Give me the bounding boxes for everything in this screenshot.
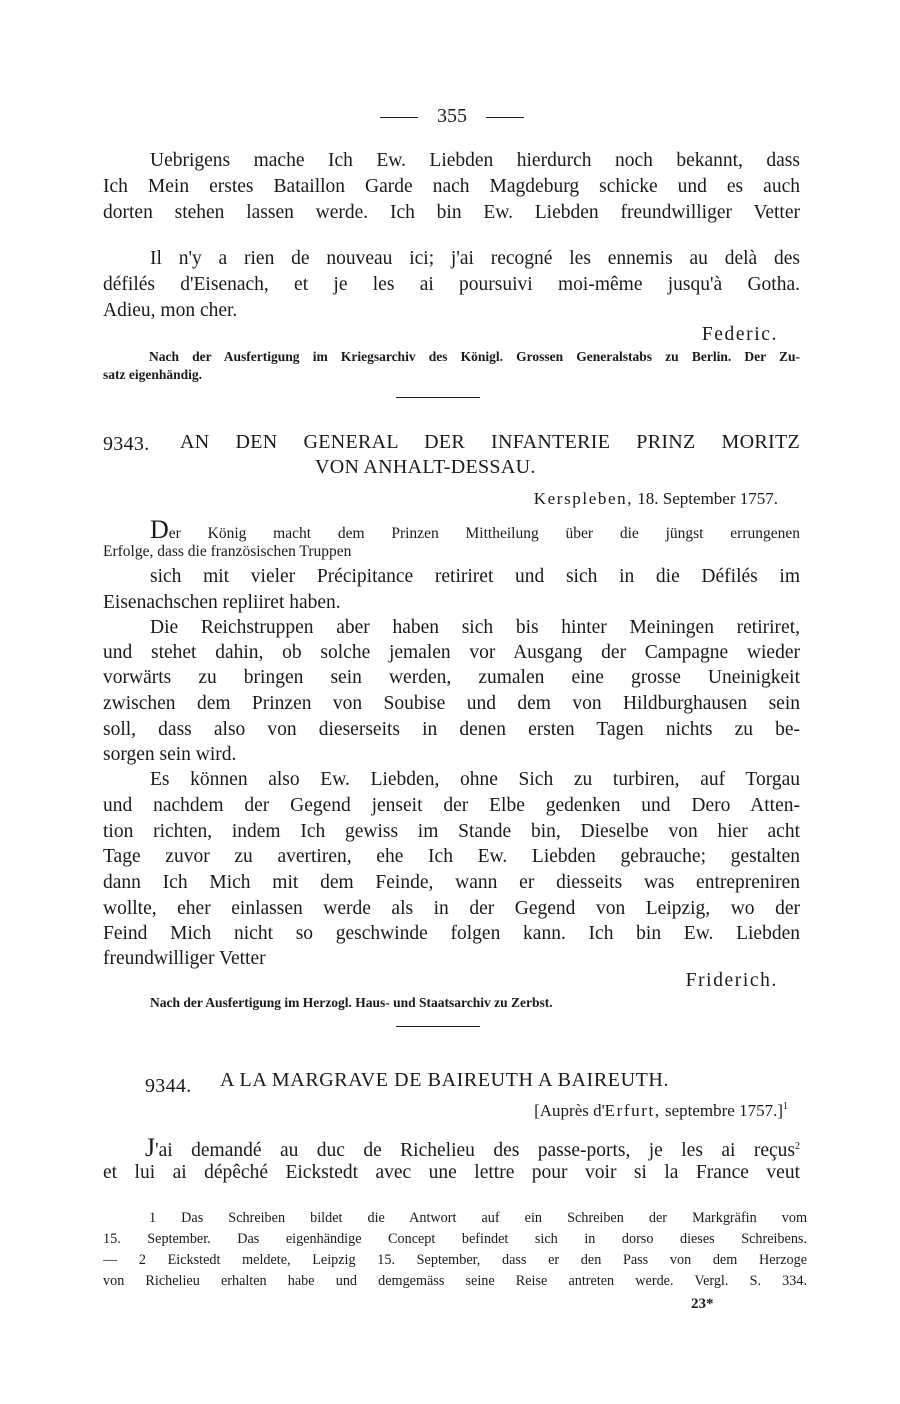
footnote-line: — 2 Eickstedt meldete, Leipzig 15. September, dass er den Pass von dem Herzoge <box>103 1252 807 1268</box>
paragraph-line: et lui ai dépêché Eickstedt avec une lettre pour voir si la France veut <box>103 1162 800 1183</box>
footnote-mark: 1 <box>783 1101 788 1112</box>
page-number: 355 <box>437 105 467 127</box>
letter-place: Kerspleben, <box>533 489 634 508</box>
paragraph-line: freundwilliger Vetter <box>103 948 266 969</box>
paragraph-line: soll, dass also von dieserseits in denen ersten Tagen nichts zu be- <box>103 719 800 740</box>
signature: Friderich. <box>685 970 778 991</box>
archive-note: Nach der Ausfertigung im Herzogl. Haus- und Staatsarchiv zu Zerbst. <box>150 995 553 1010</box>
letter-number: 9343. <box>103 433 150 455</box>
paragraph-line: zwischen dem Prinzen von Soubise und dem von Hildburghausen sein <box>103 693 800 714</box>
letter-dateline <box>534 489 778 509</box>
footnote-line: 15. September. Das eigenhändige Concept befindet sich in dorso dieses Schreibens. <box>103 1231 807 1247</box>
paragraph-line: dann Ich Mich mit dem Feinde, wann er diesseits was entrepreniren <box>103 872 800 893</box>
paragraph-line: tion richten, indem Ich gewiss im Stande bin, Dieselbe von hier acht <box>103 821 800 842</box>
letter-dateline <box>534 1101 788 1121</box>
summary-line: Erfolge, dass die französischen Truppen <box>103 543 352 560</box>
paragraph-line: défilés d'Eisenach, et je les ai poursuivi moi-même jusqu'à Gotha. <box>103 274 800 295</box>
letter-title: AN DEN GENERAL DER INFANTERIE PRINZ MORITZ <box>180 431 800 453</box>
footnote-line: von Richelieu erhalten habe und demgemäss seine Reise antreten werde. Vergl. S. 334. <box>103 1273 807 1289</box>
summary-text: er König macht dem Prinzen Mittheilung über die jüngst errungenen <box>168 525 800 542</box>
paragraph-line: Es können also Ew. Liebden, ohne Sich zu turbiren, auf Torgau <box>150 769 800 790</box>
letter-title: VON ANHALT-DESSAU. <box>315 456 536 478</box>
footnote-mark: 2 <box>795 1141 800 1152</box>
paragraph-line: und nachdem der Gegend jenseit der Elbe gedenken und Dero Atten- <box>103 795 800 816</box>
paragraph-line: Uebrigens mache Ich Ew. Liebden hierdurch noch bekannt, dass <box>150 150 800 171</box>
letter-place: Erfurt, <box>604 1101 661 1120</box>
date-open: [Auprès d' <box>534 1101 605 1120</box>
header-dash-left <box>380 117 418 118</box>
paragraph-line: Eisenachschen repliiret haben. <box>103 592 341 613</box>
signature: Federic. <box>701 324 778 345</box>
paragraph-line: dorten stehen lassen werde. Ich bin Ew. Liebden freundwilliger Vetter <box>103 202 800 223</box>
header-dash-right <box>486 117 524 118</box>
footnote-line: 1 Das Schreiben bildet die Antwort auf ein Schreiben der Markgräfin vom <box>149 1210 807 1226</box>
paragraph-line: Adieu, mon cher. <box>103 300 238 321</box>
signature-mark: 23* <box>691 1296 714 1312</box>
paragraph-line: sorgen sein wird. <box>103 744 237 765</box>
section-divider <box>396 397 480 398</box>
paragraph-line: Ich Mein erstes Bataillon Garde nach Magdeburg schicke und es auch <box>103 176 800 197</box>
paragraph-line: sich mit vieler Précipitance retiriret und sich in die Défilés im <box>150 566 800 587</box>
paragraph-line: und stehet dahin, ob solche jemalen vor Ausgang der Campagne wieder <box>103 642 800 663</box>
letter-date: septembre 1757.] <box>664 1101 783 1120</box>
paragraph-text: 'ai demandé au duc de Richelieu des passe-ports, je les ai reçus <box>155 1140 795 1161</box>
summary-initial: D <box>150 515 169 544</box>
paragraph-line: vorwärts zu bringen sein werden, zumalen eine grosse Uneinigkeit <box>103 667 800 688</box>
paragraph-line: Die Reichstruppen aber haben sich bis hinter Meiningen retiriret, <box>150 617 800 638</box>
letter-date: 18. September 1757. <box>637 489 778 508</box>
paragraph-line: Il n'y a rien de nouveau ici; j'ai recogné les ennemis au delà des <box>150 248 800 269</box>
page-header <box>372 104 532 130</box>
paragraph-line: wollte, eher einlassen werde als in der Gegend von Leipzig, wo der <box>103 898 800 919</box>
archive-note: satz eigenhändig. <box>103 367 203 382</box>
letter-title: A LA MARGRAVE DE BAIREUTH A BAIREUTH. <box>220 1069 670 1091</box>
section-divider <box>396 1026 480 1027</box>
paragraph-line: Feind Mich nicht so geschwinde folgen kann. Ich bin Ew. Liebden <box>103 923 800 944</box>
letter-number: 9344. <box>145 1075 192 1097</box>
text-initial: J <box>145 1133 156 1162</box>
paragraph-line: Tage zuvor zu avertiren, ehe Ich Ew. Liebden gebrauche; gestalten <box>103 846 800 867</box>
archive-note: Nach der Ausfertigung im Kriegsarchiv des Königl. Grossen Generalstabs zu Berlin. Der Zu- <box>149 349 800 364</box>
